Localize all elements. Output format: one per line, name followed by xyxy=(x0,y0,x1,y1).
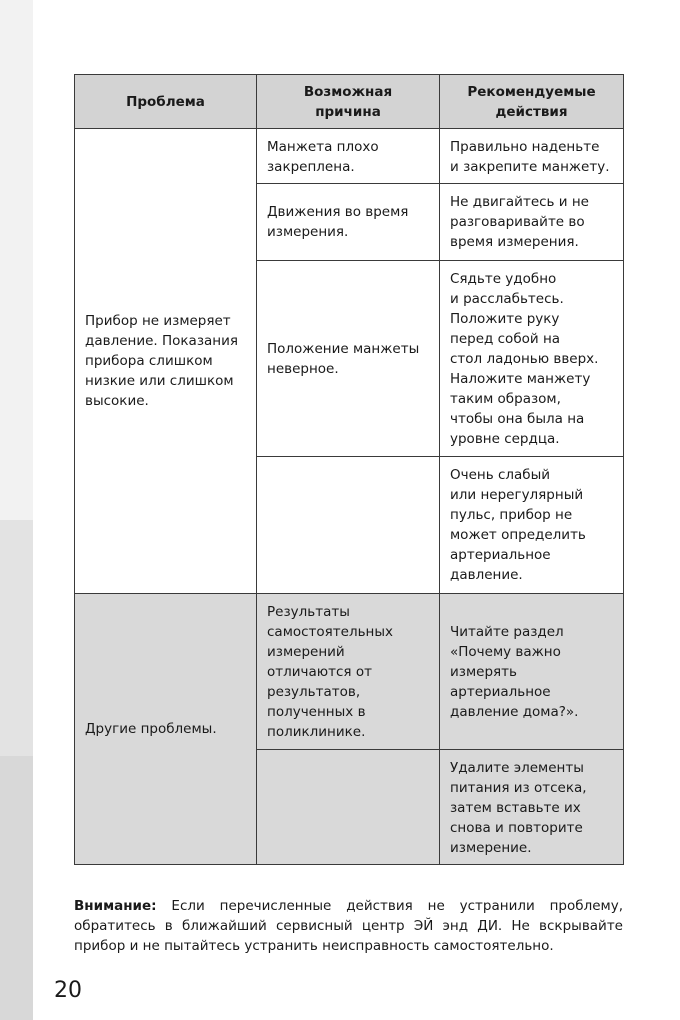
side-strip-middle xyxy=(0,520,33,756)
cause-cell: Результаты самостоятельных измерений отличаются от результатов, полученных в поликлинике. xyxy=(257,594,440,750)
page-number: 20 xyxy=(54,978,82,1003)
action-cell: Сядьте удобно и расслабьтесь. Положите руку перед собой на стол ладонью вверх. Наложите манжету таким образом, чтобы она была на уровне сердца. xyxy=(440,261,624,457)
action-cell: Не двигайтесь и не разговаривайте во время измерения. xyxy=(440,184,624,261)
cause-cell-empty xyxy=(257,750,440,865)
action-cell: Читайте раздел «Почему важно измерять артериальное давление дома?». xyxy=(440,594,624,750)
cause-cell: Движения во время измерения. xyxy=(257,184,440,261)
cause-cell-empty xyxy=(257,457,440,594)
header-action: Рекомендуемые действия xyxy=(440,75,624,129)
table-row xyxy=(75,594,624,750)
table-row xyxy=(75,129,624,184)
table-header-row xyxy=(75,75,624,129)
action-cell: Очень слабый или нерегулярный пульс, прибор не может определить артериальное давление. xyxy=(440,457,624,594)
action-cell: Правильно наденьте и закрепите манжету. xyxy=(440,129,624,184)
cause-cell: Положение манжеты неверное. xyxy=(257,261,440,457)
side-strip-bottom xyxy=(0,756,33,1020)
problem-cell-1: Прибор не измеряет давление. Показания прибора слишком низкие или слишком высокие. xyxy=(75,129,257,594)
header-cause: Возможная причина xyxy=(257,75,440,129)
side-strip-top xyxy=(0,0,33,520)
troubleshooting-table xyxy=(74,74,624,865)
warning-text: Если перечисленные действия не устранили проблему, обратитесь в ближайший сервисный центр ЭЙ энд ДИ. Не вскрывайте прибор и не пытайтесь устранить неисправность самостоятельно. xyxy=(74,897,623,954)
warning-label: Внимание: xyxy=(74,897,157,914)
warning-note xyxy=(74,896,623,956)
header-problem: Проблема xyxy=(75,75,257,129)
action-cell: Удалите элементы питания из отсека, затем вставьте их снова и повторите измерение. xyxy=(440,750,624,865)
problem-cell-2: Другие проблемы. xyxy=(75,594,257,865)
cause-cell: Манжета плохо закреплена. xyxy=(257,129,440,184)
